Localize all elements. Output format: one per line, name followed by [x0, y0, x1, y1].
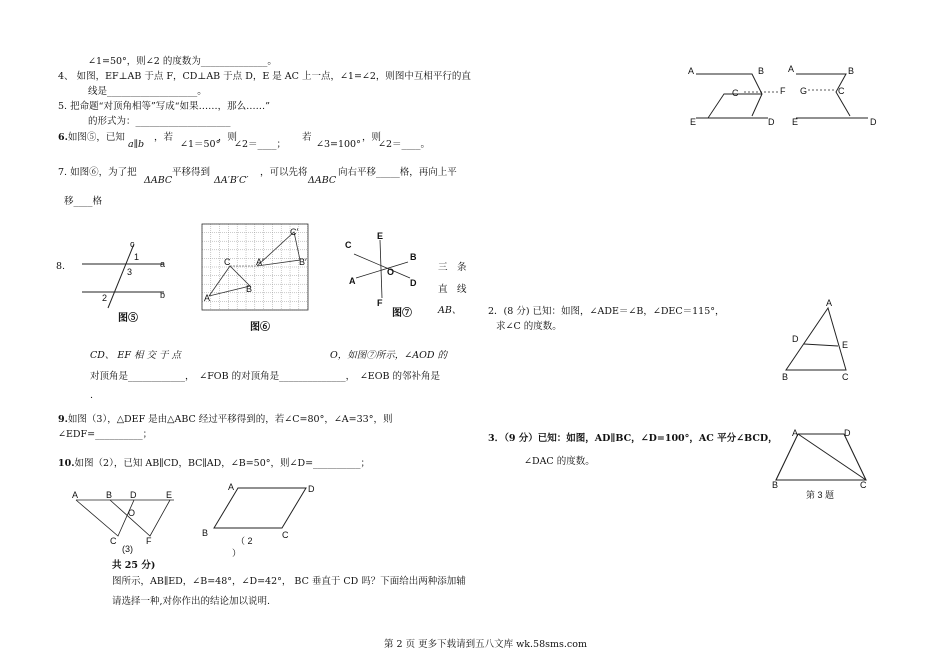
figq9-label-B: B — [106, 490, 113, 500]
q8-line2: 对顶角是____________， ∠FOB 的对顶角是______________， ∠EOB 的邻补角是 — [90, 371, 441, 382]
figq10-label-C: C — [282, 530, 289, 540]
figq9-label-D: D — [130, 490, 137, 500]
figure-6 — [200, 222, 312, 334]
figure-top-left — [684, 62, 788, 128]
ftl-label-B: B — [758, 66, 765, 76]
fig7-caption: 图⑦ — [392, 308, 412, 319]
q9-text: 如图（3），△DEF 是由△ABC 经过平移得到的，若∠C=80°，∠A=33°，则 — [67, 414, 393, 425]
fig6-label-A1: A′ — [256, 257, 264, 267]
ftr-label-B: B — [848, 66, 855, 76]
q6-ab: a∥b — [128, 139, 145, 150]
q7-abc: ΔABC — [144, 175, 173, 186]
figq10-caption-2: ） — [232, 548, 242, 558]
fig5-label-1: 1 — [134, 252, 140, 262]
q7-c: ，可以先将 — [260, 167, 308, 178]
trap-label-A: A — [792, 428, 799, 438]
figq10-label-B: B — [202, 528, 209, 538]
q9-line2: ∠EDF=__________； — [58, 429, 153, 440]
figure-q9 — [66, 486, 186, 556]
fig7-label-O: O — [387, 267, 395, 277]
q7-abc2: ΔA′B′C′ — [214, 175, 249, 186]
q4-line1: 4、 如图，EF⊥AB 于点 F，CD⊥AB 于点 D，E 是 AC 上一点，∠1=∠2，则图中互相平行的直 — [58, 71, 471, 82]
ftr-label-E: E — [792, 117, 799, 127]
fig7-label-B: B — [410, 252, 417, 262]
ftl-label-A: A — [688, 66, 695, 76]
fig7-label-E: E — [377, 231, 384, 241]
fig5-label-c: c — [130, 239, 135, 249]
q4-line2: 线是___________________。 — [88, 86, 207, 97]
q3-line2: ∠DAC 的度数。 — [524, 456, 595, 467]
q2-line2: 求∠C 的度数。 — [496, 321, 562, 332]
ftl-label-C: C — [732, 88, 739, 98]
q6-text: 如图⑤，已知 — [67, 132, 125, 143]
figure-5 — [78, 238, 178, 324]
fig5-label-a: a — [160, 259, 166, 269]
figure-top-right — [786, 62, 886, 128]
figq10-label-D: D — [308, 484, 315, 494]
q6-number: 6. — [58, 132, 68, 143]
q7-a: 7. 如图⑥，为了把 — [58, 167, 137, 178]
q7-d: 向右平移_____格，再向上平 — [338, 167, 457, 178]
figure-q10 — [198, 478, 322, 560]
fig6-caption: 图⑥ — [250, 322, 270, 333]
figure-trapezoid — [770, 426, 872, 504]
fig7-label-C: C — [345, 240, 352, 250]
q8-line1a: CD、 EF 相 交 于 点 — [90, 350, 182, 361]
q6-angle3: ∠3=100° — [316, 139, 361, 150]
q8-number: 8. — [56, 261, 66, 272]
ftr-label-A: A — [788, 64, 795, 74]
q7-e: 移____格 — [64, 196, 103, 207]
fig5-caption: 图⑤ — [118, 313, 138, 324]
fig7-label-D: D — [410, 278, 417, 288]
page-footer: 第 2 页 更多下载请到五八文库 wk.58sms.com — [384, 639, 587, 650]
fig6-label-C1: C′ — [290, 227, 299, 237]
ftr-label-G: G — [800, 86, 808, 96]
q8-side-1: 三 条 — [438, 262, 467, 273]
q5-line2: 的形式为：____________________ — [88, 116, 231, 127]
fig6-label-B1: B′ — [299, 257, 307, 267]
fig6-label-B: B — [246, 284, 253, 294]
tri-label-D: D — [792, 334, 799, 344]
q8-dot: . — [90, 390, 94, 401]
figq9-label-A: A — [72, 490, 79, 500]
trap-label-B: B — [772, 480, 779, 490]
q2-line1: 2．(8 分) 已知：如图，∠ADE＝∠B，∠DEC＝115°， — [488, 306, 725, 317]
q5-line1: 5. 把命题“对顶角相等”写成“如果……，那么……” — [58, 101, 271, 112]
q6-if2: 若 — [302, 132, 312, 143]
q3-line1-text: 3．（9 分）已知：如图，AD∥BC，∠D=100°，AC 平分∠BCD， — [488, 433, 778, 444]
q10-number: 10. — [58, 458, 75, 469]
fig5-label-2: 2 — [102, 293, 108, 303]
fig7-label-A: A — [349, 276, 356, 286]
fig5-label-b: b — [160, 290, 166, 300]
problem-line1: 图所示，AB∥ED，∠B=48°，∠D=42°， BC 垂直于 CD 吗？下面给出两种添加辅 — [112, 576, 466, 587]
q6-angle2: ∠2＝____； — [234, 139, 287, 150]
q10-text: 如图（2），已知 AB∥CD，BC∥AD，∠B=50°，则∠D=__________； — [74, 458, 371, 469]
q3-line1 — [488, 433, 778, 445]
q6-angle1: ∠1＝50° — [180, 139, 221, 150]
ftr-label-C: C — [838, 86, 845, 96]
q9-number: 9. — [58, 414, 68, 425]
tri-label-C: C — [842, 372, 849, 382]
tri-label-E: E — [842, 340, 849, 350]
figq9-label-F: F — [146, 536, 152, 546]
section-title: 共 25 分) — [112, 560, 156, 571]
figq9-label-E: E — [166, 490, 173, 500]
trap-label-D: D — [844, 428, 851, 438]
q7-abc3: ΔABC — [308, 175, 337, 186]
figq10-caption-1: （ 2 — [236, 536, 253, 546]
problem-line2: 请选择一种,对你作出的结论加以说明. — [112, 596, 271, 607]
q8-side-3: AB、 — [438, 305, 462, 316]
q6-angle4: ∠2＝____。 — [378, 139, 431, 150]
q6-then2: ，则 — [362, 132, 382, 143]
figq9-label-O: O — [128, 508, 136, 518]
ftl-label-E: E — [690, 117, 697, 127]
figq9-label-C: C — [110, 536, 117, 546]
q6-line — [58, 132, 125, 144]
q6-if: ，若 — [154, 132, 174, 143]
q8-line1b: O，如图⑦所示，∠AOD 的 — [330, 350, 448, 361]
q3-answer-line: ∠1=50°，则∠2 的度数为______________。 — [88, 56, 277, 67]
ftl-label-D: D — [768, 117, 775, 127]
tri-label-A: A — [826, 298, 833, 308]
tri-label-B: B — [782, 372, 789, 382]
ftr-label-D: D — [870, 117, 877, 127]
q9-line — [58, 414, 392, 426]
fig6-label-A: A — [204, 293, 211, 303]
fig7-label-F: F — [377, 298, 383, 308]
q6-then: ，则 — [218, 132, 238, 143]
trap-label-C: C — [860, 480, 867, 490]
q7-b: 平移得到 — [172, 167, 211, 178]
figure-triangle — [778, 296, 854, 382]
figq9-caption: (3) — [122, 544, 133, 554]
q8-side-2: 直 线 — [438, 284, 467, 295]
figure-7 — [340, 228, 424, 320]
fig6-label-C: C — [224, 257, 231, 267]
fig5-label-3: 3 — [127, 267, 133, 277]
q10-line — [58, 458, 370, 470]
figq10-label-A: A — [228, 482, 235, 492]
ftl-label-F: F — [780, 86, 786, 96]
trap-caption: 第 3 题 — [806, 490, 835, 500]
